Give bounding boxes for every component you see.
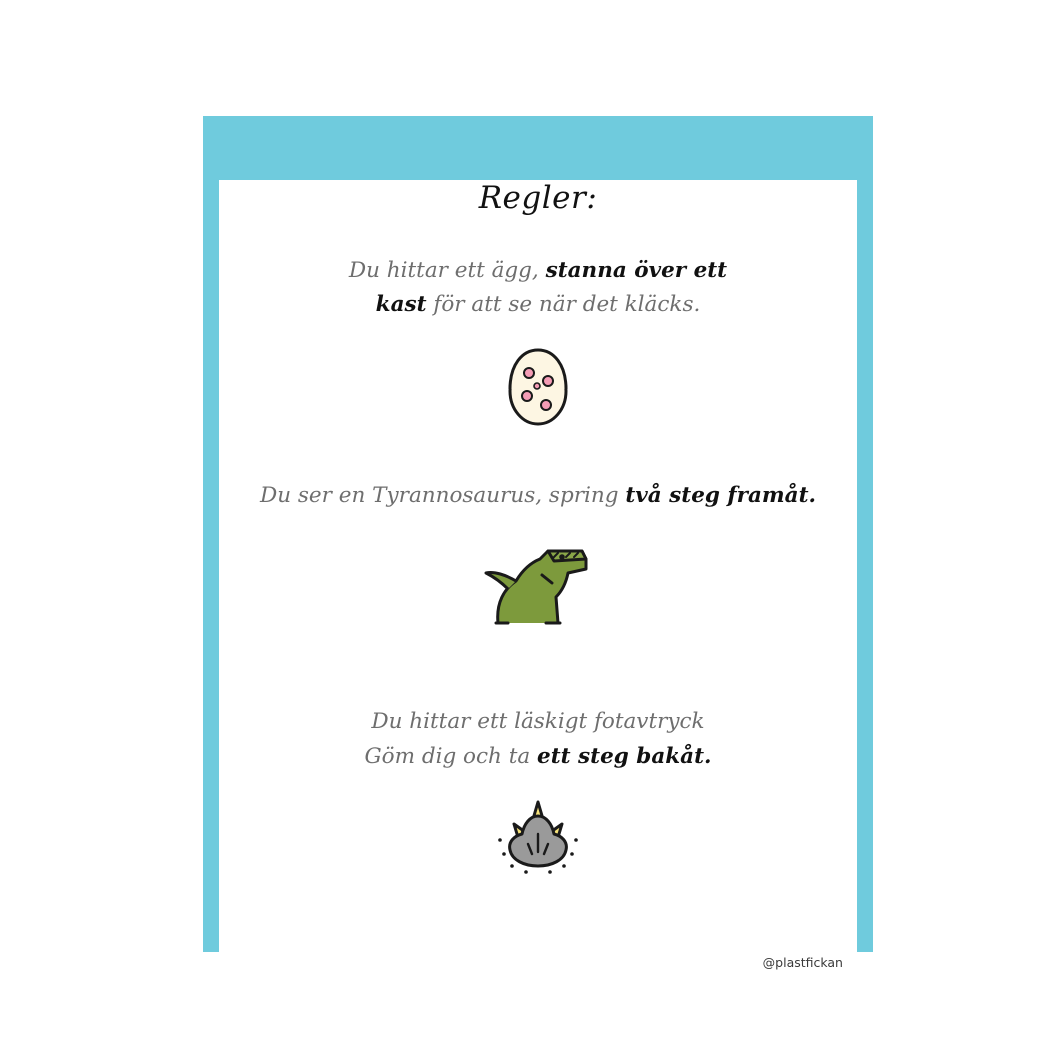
dinosaur-footprint-icon-wrap — [253, 790, 823, 878]
rule-3-line2-bold: ett steg bakåt. — [537, 743, 712, 769]
tyrannosaurus-icon-wrap — [253, 527, 823, 637]
rule-1-line1-normal: Du hittar ett ägg, — [348, 258, 546, 283]
rule-1-line2-bold: kast — [375, 292, 427, 318]
rule-3-line1-normal: Du hittar ett läskigt fotavtryck — [371, 709, 705, 735]
rule-item-trex — [253, 479, 823, 637]
poster-inner — [219, 180, 857, 984]
dinosaur-footprint-icon — [492, 790, 584, 878]
rule-1-line2-normal: för att se när det kläcks. — [426, 292, 701, 318]
page-title: Regler: — [478, 180, 598, 216]
tyrannosaurus-icon — [482, 527, 594, 637]
rule-3-line2-normal: Göm dig och ta — [364, 743, 538, 769]
rule-item-footprint — [253, 705, 823, 878]
rule-1-line1-bold: stanna över ett — [545, 258, 728, 283]
rule-text-trex — [258, 479, 818, 513]
rule-item-egg — [253, 254, 823, 427]
rule-2-line1-normal: Du ser en Tyrannosaurus, spring — [259, 482, 626, 508]
rule-text-footprint — [258, 705, 818, 774]
author-handle: @plastfickan — [762, 955, 843, 970]
dinosaur-egg-icon — [503, 341, 573, 427]
rule-text-egg — [258, 254, 818, 323]
dinosaur-egg-icon-wrap — [253, 341, 823, 427]
poster-card — [203, 116, 873, 970]
rule-2-line1-bold: två steg framåt. — [625, 482, 817, 508]
